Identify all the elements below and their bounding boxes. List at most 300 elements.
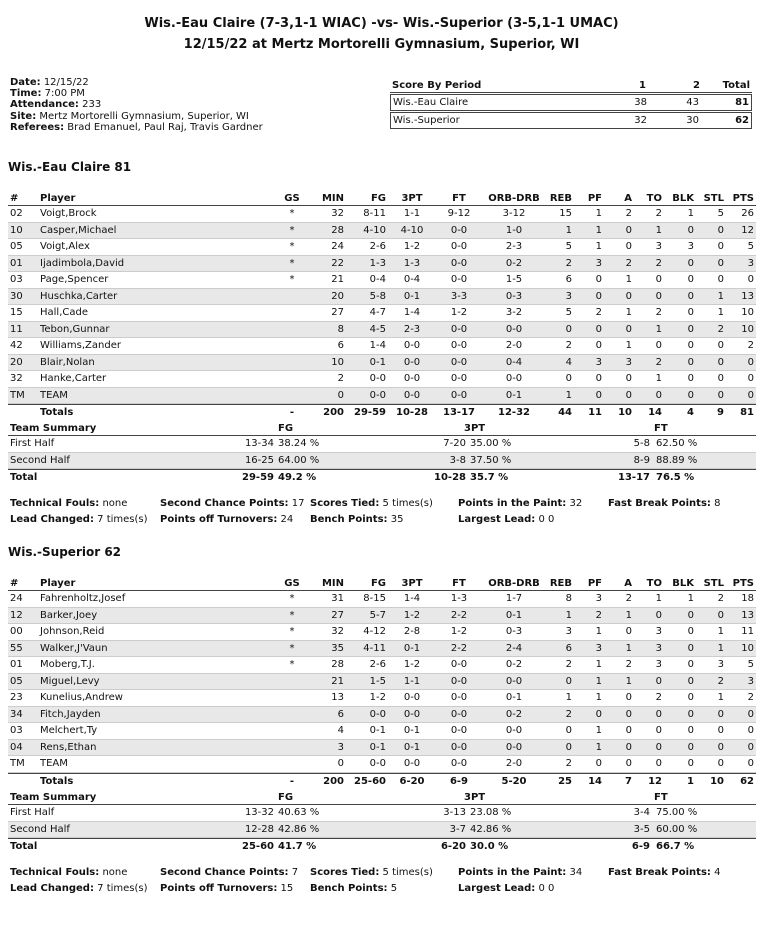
assists: 1 — [625, 609, 632, 621]
rebounds-off-def: 0-0 — [505, 323, 523, 335]
fg-percentage: 40.63 % — [278, 807, 320, 818]
box-score-table — [8, 576, 756, 790]
player-name: Casper,Michael — [40, 224, 117, 236]
points: 0 — [747, 274, 754, 285]
games-started: - — [289, 775, 295, 787]
column-header: REB — [549, 578, 572, 589]
jersey-number: 42 — [10, 340, 23, 351]
player-name: Moberg,T.J. — [40, 659, 95, 670]
blocks: 0 — [687, 675, 694, 687]
assists: 1 — [625, 274, 632, 285]
points: 0 — [747, 708, 754, 720]
table-row — [8, 707, 756, 724]
fast-break-points-label: Fast Break Points: — [608, 867, 711, 878]
jersey-number: TM — [10, 389, 25, 401]
rebounds: 2 — [565, 340, 572, 351]
blocks: 0 — [687, 758, 694, 769]
column-header: MIN — [321, 193, 344, 204]
points: 81 — [740, 407, 754, 418]
jersey-number: 05 — [10, 675, 23, 687]
minutes: 8 — [337, 323, 344, 335]
games-started: * — [289, 626, 295, 637]
ft-made-attempted: 3-5 — [633, 823, 650, 835]
fg-percentage: 42.86 % — [278, 823, 320, 835]
second-chance-points-label: Second Chance Points: — [160, 867, 289, 878]
personal-fouls: 1 — [595, 725, 602, 736]
steals: 0 — [717, 257, 724, 269]
bench-points-label: Bench Points: — [310, 514, 388, 525]
field-goals: 4-10 — [363, 224, 386, 236]
steals: 1 — [717, 290, 724, 302]
steals: 0 — [717, 741, 724, 753]
field-goals: 0-1 — [369, 741, 386, 753]
info-attendance — [10, 100, 101, 110]
score-team: Wis.-Eau Claire — [393, 97, 469, 108]
turnovers: 3 — [655, 659, 662, 670]
personal-fouls: 3 — [595, 642, 602, 654]
jersey-number: 02 — [10, 208, 23, 219]
score-team: Wis.-Superior — [393, 115, 460, 126]
largest-lead-value: 0 0 — [538, 883, 555, 894]
points-off-turnovers-label: Points off Turnovers: — [160, 514, 278, 525]
column-header: ORB-DRB — [488, 193, 540, 204]
summary-row-total — [8, 838, 756, 855]
turnovers: 0 — [655, 274, 662, 285]
assists: 2 — [625, 659, 632, 670]
turnovers: 0 — [655, 290, 662, 302]
steals: 1 — [717, 626, 724, 637]
points: 0 — [747, 389, 754, 401]
assists: 0 — [625, 290, 632, 302]
team-heading: Wis.-Eau Claire 81 — [8, 160, 132, 174]
steals: 0 — [717, 373, 724, 384]
summary-row-first-half — [8, 805, 756, 822]
table-row — [8, 740, 756, 757]
personal-fouls: 1 — [595, 626, 602, 637]
column-header: REB — [549, 193, 572, 204]
tpt-made-attempted: 10-28 — [434, 472, 466, 483]
column-header: STL — [703, 578, 724, 589]
technical-fouls — [10, 867, 127, 878]
minutes: 200 — [323, 775, 344, 787]
jersey-number: 01 — [10, 659, 23, 670]
column-header: BLK — [672, 578, 694, 589]
lead-changed-label: Lead Changed: — [10, 883, 94, 894]
technical-fouls-label: Technical Fouls: — [10, 498, 100, 509]
column-header: GS — [284, 578, 300, 589]
minutes: 21 — [331, 675, 344, 687]
turnovers: 0 — [655, 675, 662, 687]
blocks: 0 — [687, 307, 694, 318]
personal-fouls: 0 — [595, 340, 602, 351]
turnovers: 0 — [655, 758, 662, 769]
rebounds: 3 — [565, 290, 572, 302]
minutes: 0 — [337, 389, 344, 401]
points: 0 — [747, 356, 754, 368]
ft-percentage: 66.7 % — [656, 841, 695, 852]
box-score-header — [8, 576, 756, 591]
player-name: Totals — [40, 775, 74, 787]
field-goals: 29-59 — [354, 407, 386, 418]
jersey-number: 32 — [10, 373, 23, 384]
scores-tied-label: Scores Tied: — [310, 867, 380, 878]
table-row — [8, 371, 756, 388]
assists: 10 — [618, 407, 632, 418]
player-name: TEAM — [40, 389, 68, 401]
points-off-turnovers-value: 24 — [280, 514, 294, 525]
info-time — [10, 89, 85, 99]
fg-made-attempted: 16-25 — [244, 454, 274, 466]
rebounds: 5 — [565, 307, 572, 318]
turnovers: 0 — [655, 708, 662, 720]
rebounds-off-def: 0-3 — [505, 626, 523, 637]
fg-made-attempted: 29-59 — [242, 472, 274, 483]
assists: 2 — [625, 257, 632, 269]
column-header: Player — [40, 578, 76, 589]
tpt-percentage: 42.86 % — [470, 823, 512, 835]
rebounds-off-def: 2-3 — [505, 241, 523, 252]
column-header: A — [624, 578, 632, 589]
fg-percentage: 41.7 % — [278, 841, 317, 852]
column-header: Player — [40, 193, 76, 204]
score-by-period-label: Score By Period — [392, 80, 482, 91]
rebounds: 0 — [565, 725, 572, 736]
rebounds-off-def: 0-2 — [505, 708, 523, 720]
largest-lead — [458, 514, 554, 525]
column-header: TO — [646, 193, 662, 204]
assists: 0 — [625, 224, 632, 236]
blocks: 0 — [687, 340, 694, 351]
field-goals: 4-11 — [363, 642, 386, 654]
points: 3 — [747, 675, 754, 687]
points: 3 — [747, 257, 754, 269]
blocks: 0 — [687, 642, 694, 654]
rebounds-off-def: 12-32 — [498, 407, 530, 418]
bench-points-value: 35 — [390, 514, 404, 525]
time-value: 7:00 PM — [44, 88, 85, 99]
fg-percentage: 64.00 % — [278, 454, 320, 466]
player-name: Rens,Ethan — [40, 741, 97, 753]
rebounds-off-def: 0-1 — [505, 389, 523, 401]
player-name: Fahrenholtz,Josef — [40, 593, 126, 604]
field-goals: 4-12 — [363, 626, 386, 637]
player-name: Tebon,Gunnar — [40, 323, 110, 335]
rebounds: 4 — [565, 356, 572, 368]
fg-made-attempted: 12-28 — [244, 823, 274, 835]
steals: 2 — [717, 323, 724, 335]
steals: 0 — [717, 224, 724, 236]
personal-fouls: 0 — [595, 373, 602, 384]
minutes: 6 — [337, 340, 344, 351]
technical-fouls-value: none — [102, 498, 128, 509]
turnovers: 3 — [655, 241, 662, 252]
personal-fouls: 1 — [595, 659, 602, 670]
second-chance-points — [160, 867, 298, 878]
rebounds-off-def: 0-2 — [505, 257, 523, 269]
three-pointers: 0-0 — [403, 692, 421, 703]
ft-percentage: 62.50 % — [656, 438, 698, 449]
steals: 0 — [717, 241, 724, 252]
fg-label: FG — [278, 423, 294, 434]
minutes: 3 — [337, 741, 344, 753]
column-header: BLK — [672, 193, 694, 204]
largest-lead-label: Largest Lead: — [458, 514, 536, 525]
info-date — [10, 78, 89, 88]
referees-label: Referees: — [10, 122, 65, 133]
rebounds-off-def: 2-0 — [505, 758, 523, 769]
minutes: 13 — [331, 692, 344, 703]
personal-fouls: 0 — [595, 274, 602, 285]
team-heading: Wis.-Superior 62 — [8, 545, 122, 559]
blocks: 0 — [687, 389, 694, 401]
rebounds: 1 — [565, 609, 572, 621]
points: 11 — [741, 626, 754, 637]
points: 18 — [741, 593, 754, 604]
attendance-label: Attendance: — [10, 99, 79, 110]
points-in-paint-label: Points in the Paint: — [458, 867, 567, 878]
assists: 0 — [625, 692, 632, 703]
free-throws: 1-2 — [450, 626, 468, 637]
games-started: * — [289, 659, 295, 670]
tpt-made-attempted: 6-20 — [440, 841, 466, 852]
rebounds: 0 — [565, 373, 572, 384]
rebounds: 44 — [558, 407, 572, 418]
personal-fouls: 1 — [595, 675, 602, 687]
jersey-number: 04 — [10, 741, 23, 753]
games-started: * — [289, 274, 295, 285]
scores-tied — [310, 867, 433, 878]
box-score-header — [8, 191, 756, 206]
blocks: 1 — [687, 593, 694, 604]
points-in-paint-value: 34 — [569, 867, 583, 878]
rebounds: 0 — [565, 323, 572, 335]
fg-made-attempted: 13-32 — [244, 807, 274, 818]
tpt-percentage: 35.7 % — [470, 472, 509, 483]
rebounds-off-def: 2-0 — [505, 340, 523, 351]
lead-changed — [10, 514, 148, 525]
field-goals: 8-11 — [363, 208, 386, 219]
team-summary-label: Team Summary — [10, 792, 97, 803]
minutes: 20 — [331, 290, 344, 302]
three-pointers: 0-0 — [403, 373, 421, 384]
turnovers: 1 — [655, 224, 662, 236]
scores-tied-value: 5 times(s) — [382, 867, 433, 878]
period-1-label: 1 — [639, 80, 646, 91]
turnovers: 1 — [655, 323, 662, 335]
rebounds: 25 — [558, 775, 572, 787]
rebounds: 5 — [565, 241, 572, 252]
column-header: A — [624, 193, 632, 204]
assists: 0 — [625, 626, 632, 637]
free-throws: 0-0 — [450, 356, 468, 368]
minutes: 22 — [331, 257, 344, 269]
player-name: Hanke,Carter — [40, 373, 107, 384]
column-header: FT — [452, 193, 466, 204]
rebounds: 0 — [565, 741, 572, 753]
rebounds: 1 — [565, 692, 572, 703]
player-name: Blair,Nolan — [40, 356, 95, 368]
steals: 0 — [717, 758, 724, 769]
date-value: 12/15/22 — [43, 77, 89, 88]
field-goals: 0-4 — [369, 274, 386, 285]
second-chance-points-value: 17 — [291, 498, 305, 509]
blocks: 4 — [687, 407, 694, 418]
blocks: 0 — [687, 609, 694, 621]
blocks: 0 — [687, 659, 694, 670]
turnovers: 0 — [655, 741, 662, 753]
three-pointers: 2-8 — [403, 626, 421, 637]
minutes: 24 — [331, 241, 344, 252]
steals: 9 — [717, 407, 724, 418]
games-started: * — [289, 257, 295, 269]
bench-points — [310, 514, 403, 525]
free-throws: 0-0 — [450, 708, 468, 720]
player-name: Johnson,Reid — [40, 626, 105, 637]
free-throws: 0-0 — [450, 241, 468, 252]
personal-fouls: 11 — [588, 407, 602, 418]
rebounds-off-def: 0-1 — [505, 609, 523, 621]
minutes: 2 — [337, 373, 344, 384]
turnovers: 12 — [648, 775, 662, 787]
steals: 0 — [717, 609, 724, 621]
turnovers: 1 — [655, 373, 662, 384]
blocks: 0 — [687, 741, 694, 753]
games-started: * — [289, 642, 295, 654]
fg-label: FG — [278, 792, 294, 803]
summary-row-first-half — [8, 436, 756, 453]
ft-label: FT — [654, 792, 668, 803]
free-throws: 0-0 — [450, 675, 468, 687]
time-label: Time: — [10, 88, 42, 99]
technical-fouls — [10, 498, 127, 509]
table-row — [8, 338, 756, 355]
assists: 0 — [625, 758, 632, 769]
free-throws: 0-0 — [450, 725, 468, 736]
fg-made-attempted: 25-60 — [242, 841, 274, 852]
summary-row-label: Second Half — [10, 823, 70, 835]
referees-value: Brad Emanuel, Paul Raj, Travis Gardner — [67, 122, 263, 133]
points: 2 — [747, 340, 754, 351]
second-chance-points — [160, 498, 304, 509]
column-header: 3PT — [401, 578, 423, 589]
player-name: Ijadimbola,David — [40, 257, 125, 269]
minutes: 0 — [337, 758, 344, 769]
turnovers: 2 — [655, 692, 662, 703]
rebounds-off-def: 2-4 — [505, 642, 523, 654]
jersey-number: 01 — [10, 257, 23, 269]
steals: 1 — [717, 642, 724, 654]
tpt-percentage: 23.08 % — [470, 807, 512, 818]
field-goals: 4-5 — [369, 323, 386, 335]
minutes: 27 — [331, 307, 344, 318]
three-pointers: 6-20 — [399, 775, 425, 787]
turnovers: 1 — [655, 593, 662, 604]
column-header: # — [10, 193, 19, 204]
player-name: Page,Spencer — [40, 274, 109, 285]
points-in-paint — [458, 867, 582, 878]
assists: 0 — [625, 373, 632, 384]
steals: 0 — [717, 356, 724, 368]
column-header: FT — [452, 578, 466, 589]
steals: 2 — [717, 675, 724, 687]
player-name: Williams,Zander — [40, 340, 121, 351]
personal-fouls: 0 — [595, 323, 602, 335]
player-name: Voigt,Brock — [40, 208, 97, 219]
period-2-label: 2 — [693, 80, 700, 91]
summary-row-second-half — [8, 453, 756, 470]
blocks: 0 — [687, 708, 694, 720]
lead-changed — [10, 883, 148, 894]
column-header: PF — [587, 578, 602, 589]
lead-changed-label: Lead Changed: — [10, 514, 94, 525]
table-row — [8, 388, 756, 405]
free-throws: 0-0 — [450, 274, 468, 285]
table-row — [8, 223, 756, 240]
three-pointers: 1-3 — [403, 257, 421, 269]
points: 13 — [741, 290, 754, 302]
three-pointers: 0-0 — [403, 708, 421, 720]
minutes: 35 — [331, 642, 344, 654]
column-header: ORB-DRB — [488, 578, 540, 589]
tpt-label: 3PT — [464, 423, 486, 434]
minutes: 28 — [331, 659, 344, 670]
fast-break-points-value: 8 — [714, 498, 721, 509]
free-throws: 3-3 — [450, 290, 468, 302]
column-header: PTS — [732, 193, 754, 204]
rebounds-off-def: 0-0 — [505, 741, 523, 753]
three-pointers: 0-1 — [403, 741, 421, 753]
assists: 2 — [625, 208, 632, 219]
minutes: 10 — [331, 356, 344, 368]
rebounds-off-def: 0-0 — [505, 373, 523, 384]
game-subtitle: 12/15/22 at Mertz Mortorelli Gymnasium, Superior, WI — [183, 37, 580, 52]
score-total: 81 — [735, 97, 749, 108]
free-throws: 6-9 — [449, 775, 469, 787]
tpt-label: 3PT — [464, 792, 486, 803]
score-p2: 43 — [686, 97, 699, 108]
steals: 0 — [717, 725, 724, 736]
assists: 0 — [625, 725, 632, 736]
jersey-number: 30 — [10, 290, 23, 302]
jersey-number: 10 — [10, 224, 23, 236]
field-goals: 1-4 — [369, 340, 386, 351]
total-label: Total — [722, 80, 750, 91]
rebounds-off-def: 3-2 — [505, 307, 523, 318]
rebounds-off-def: 1-5 — [505, 274, 523, 285]
game-title: Wis.-Eau Claire (7-3,1-1 WIAC) -vs- Wis.-Superior (3-5,1-1 UMAC) — [144, 16, 619, 31]
technical-fouls-value: none — [102, 867, 128, 878]
three-pointers: 0-1 — [403, 725, 421, 736]
field-goals: 4-7 — [369, 307, 386, 318]
personal-fouls: 3 — [595, 593, 602, 604]
scores-tied — [310, 498, 433, 509]
field-goals: 5-8 — [369, 290, 386, 302]
blocks: 0 — [687, 356, 694, 368]
turnovers: 14 — [648, 407, 662, 418]
jersey-number: 55 — [10, 642, 23, 654]
second-chance-points-value: 7 — [291, 867, 299, 878]
assists: 0 — [625, 323, 632, 335]
tpt-made-attempted: 3-13 — [443, 807, 466, 818]
table-row — [8, 206, 756, 223]
personal-fouls: 0 — [595, 708, 602, 720]
points: 10 — [741, 307, 754, 318]
column-header: GS — [284, 193, 300, 204]
column-header: # — [10, 578, 19, 589]
three-pointers: 0-0 — [403, 389, 421, 401]
assists: 3 — [625, 356, 632, 368]
assists: 1 — [625, 675, 632, 687]
